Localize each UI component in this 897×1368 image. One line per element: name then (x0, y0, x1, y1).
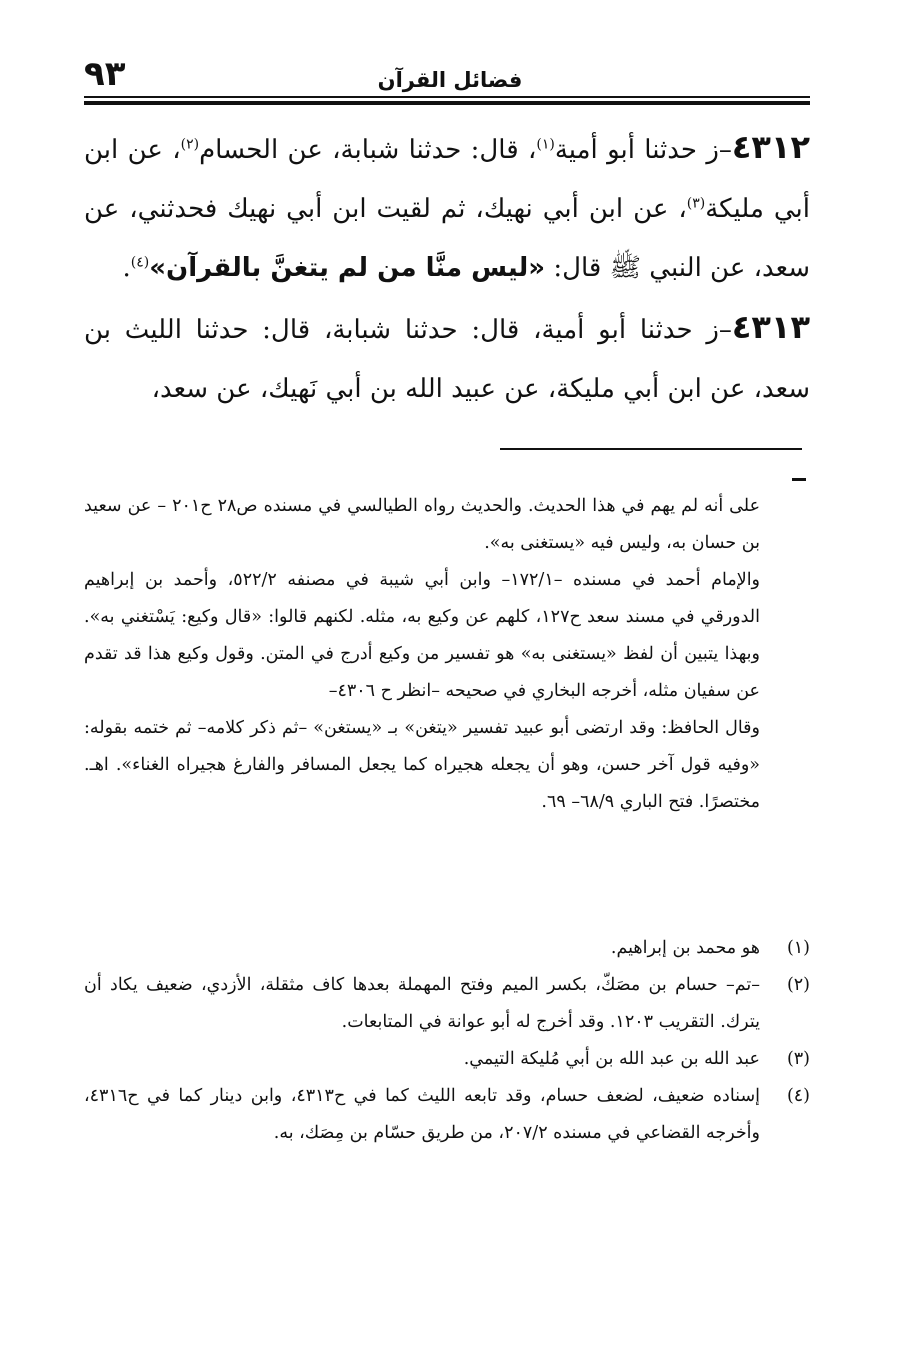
main-text (84, 118, 810, 419)
hadith-text: ، عن ابن أبي مليكة (84, 135, 810, 224)
footnote-item (84, 967, 810, 1041)
continuation-mark (792, 478, 806, 481)
note-paragraph: على أنه لم يهم في هذا الحديث. والحديث رواه الطيالسي في مسنده ص٢٨ ح٢٠١ – عن سعيد بن حسان به، وليس فيه «يستغنى به». (84, 496, 761, 553)
note-paragraph: والإمام أحمد في مسنده –١٧٢/١– وابن أبي شيبة في مصنفه ٥٢٢/٢، وأحمد بن إبراهيم الدورقي في مسند سعد ح١٢٧، كلهم عن وكيع به، مثله. لكنهم قالوا: «قال وكيع: يَسْتغني به». وبهذا يتبين أن لفظ «يستغنى به» هو تفسير من وكيع أدرج في المتن. وقول وكيع هذا قد تقدم عن سفيان مثله، أخرجه البخاري في صحيحه –انظر ح ٤٣٠٦– (84, 570, 761, 701)
running-title: فضائل القرآن (377, 68, 523, 92)
header-rule-thin (84, 96, 810, 98)
footnote-text: هو محمد بن إبراهيم. (610, 938, 760, 958)
footnote-text: عبد الله بن عبد الله بن أبي مُليكة التيمي. (463, 1049, 760, 1069)
footnote-item (84, 1078, 810, 1152)
hadith-number: ٤٣١٣ (731, 308, 810, 346)
footnote-ref: (٢) (180, 136, 200, 153)
hadith-text: ، قال: حدثنا شبابة، عن الحسام (199, 135, 537, 165)
hadith-text: ، عن ابن أبي نهيك، ثم لقيت ابن أبي نهيك فحدثني، عن سعد، عن النبي ﷺ قال: (84, 194, 810, 283)
footnote-ref: (٤) (130, 254, 150, 271)
footnote-number: (٣) (786, 1049, 810, 1069)
continued-footnote (84, 488, 760, 821)
footnote-number: (٤) (786, 1086, 810, 1106)
footnote-ref: (١) (536, 136, 555, 153)
footnote-separator (500, 448, 802, 450)
footnote-item (84, 1041, 810, 1078)
hadith-4312 (84, 118, 810, 298)
footnotes (84, 930, 810, 1152)
header-rule-thick (84, 101, 810, 105)
hadith-text: . (122, 253, 131, 283)
note-paragraph: وقال الحافظ: وقد ارتضى أبو عبيد تفسير «يتغن» بـ «يستغن» –ثم ذكر كلامه– ثم ختمه بقوله: «وفيه قول آخر حسن، وهو أن يجعله هجيراه كما يجعل المسافر والفارغ هجيراه الغناء». اهـ. مختصرًا. فتح الباري ٦٨/٩– ٦٩. (84, 718, 760, 812)
footnote-ref: (٣) (686, 195, 706, 212)
footnote-number: (٢) (786, 975, 810, 995)
prophetic-quote: «ليس منَّا من لم يتغنَّ بالقرآن» (149, 253, 546, 283)
hadith-text: –ز حدثنا أبو أمية، قال: حدثنا شبابة، قال: حدثنا الليث بن سعد، عن ابن أبي مليكة، عن عبيد الله بن أبي نَهيك، عن سعد، (84, 315, 810, 404)
hadith-4313 (84, 298, 810, 419)
hadith-number: ٤٣١٢ (731, 128, 810, 166)
footnote-number: (١) (786, 938, 810, 958)
page-number: ٩٣ (84, 54, 126, 94)
footnote-item (84, 930, 810, 967)
footnote-text: –تم– حسام بن مصَكّ، بكسر الميم وفتح المهملة بعدها كاف مثقلة، الأزدي، ضعيف يكاد أن يترك. التقريب ١٢٠٣. وقد أخرج له أبو عوانة في المتابعات. (84, 975, 760, 1032)
footnote-text: إسناده ضعيف، لضعف حسام، وقد تابعه الليث كما في ح٤٣١٣، وابن دينار كما في ح٤٣١٦، وأخرجه القضاعي في مسنده ٢٠٧/٢، من طريق حسّام بن مِصَك، به. (84, 1086, 760, 1143)
hadith-text: –ز حدثنا أبو أمية (554, 135, 732, 165)
